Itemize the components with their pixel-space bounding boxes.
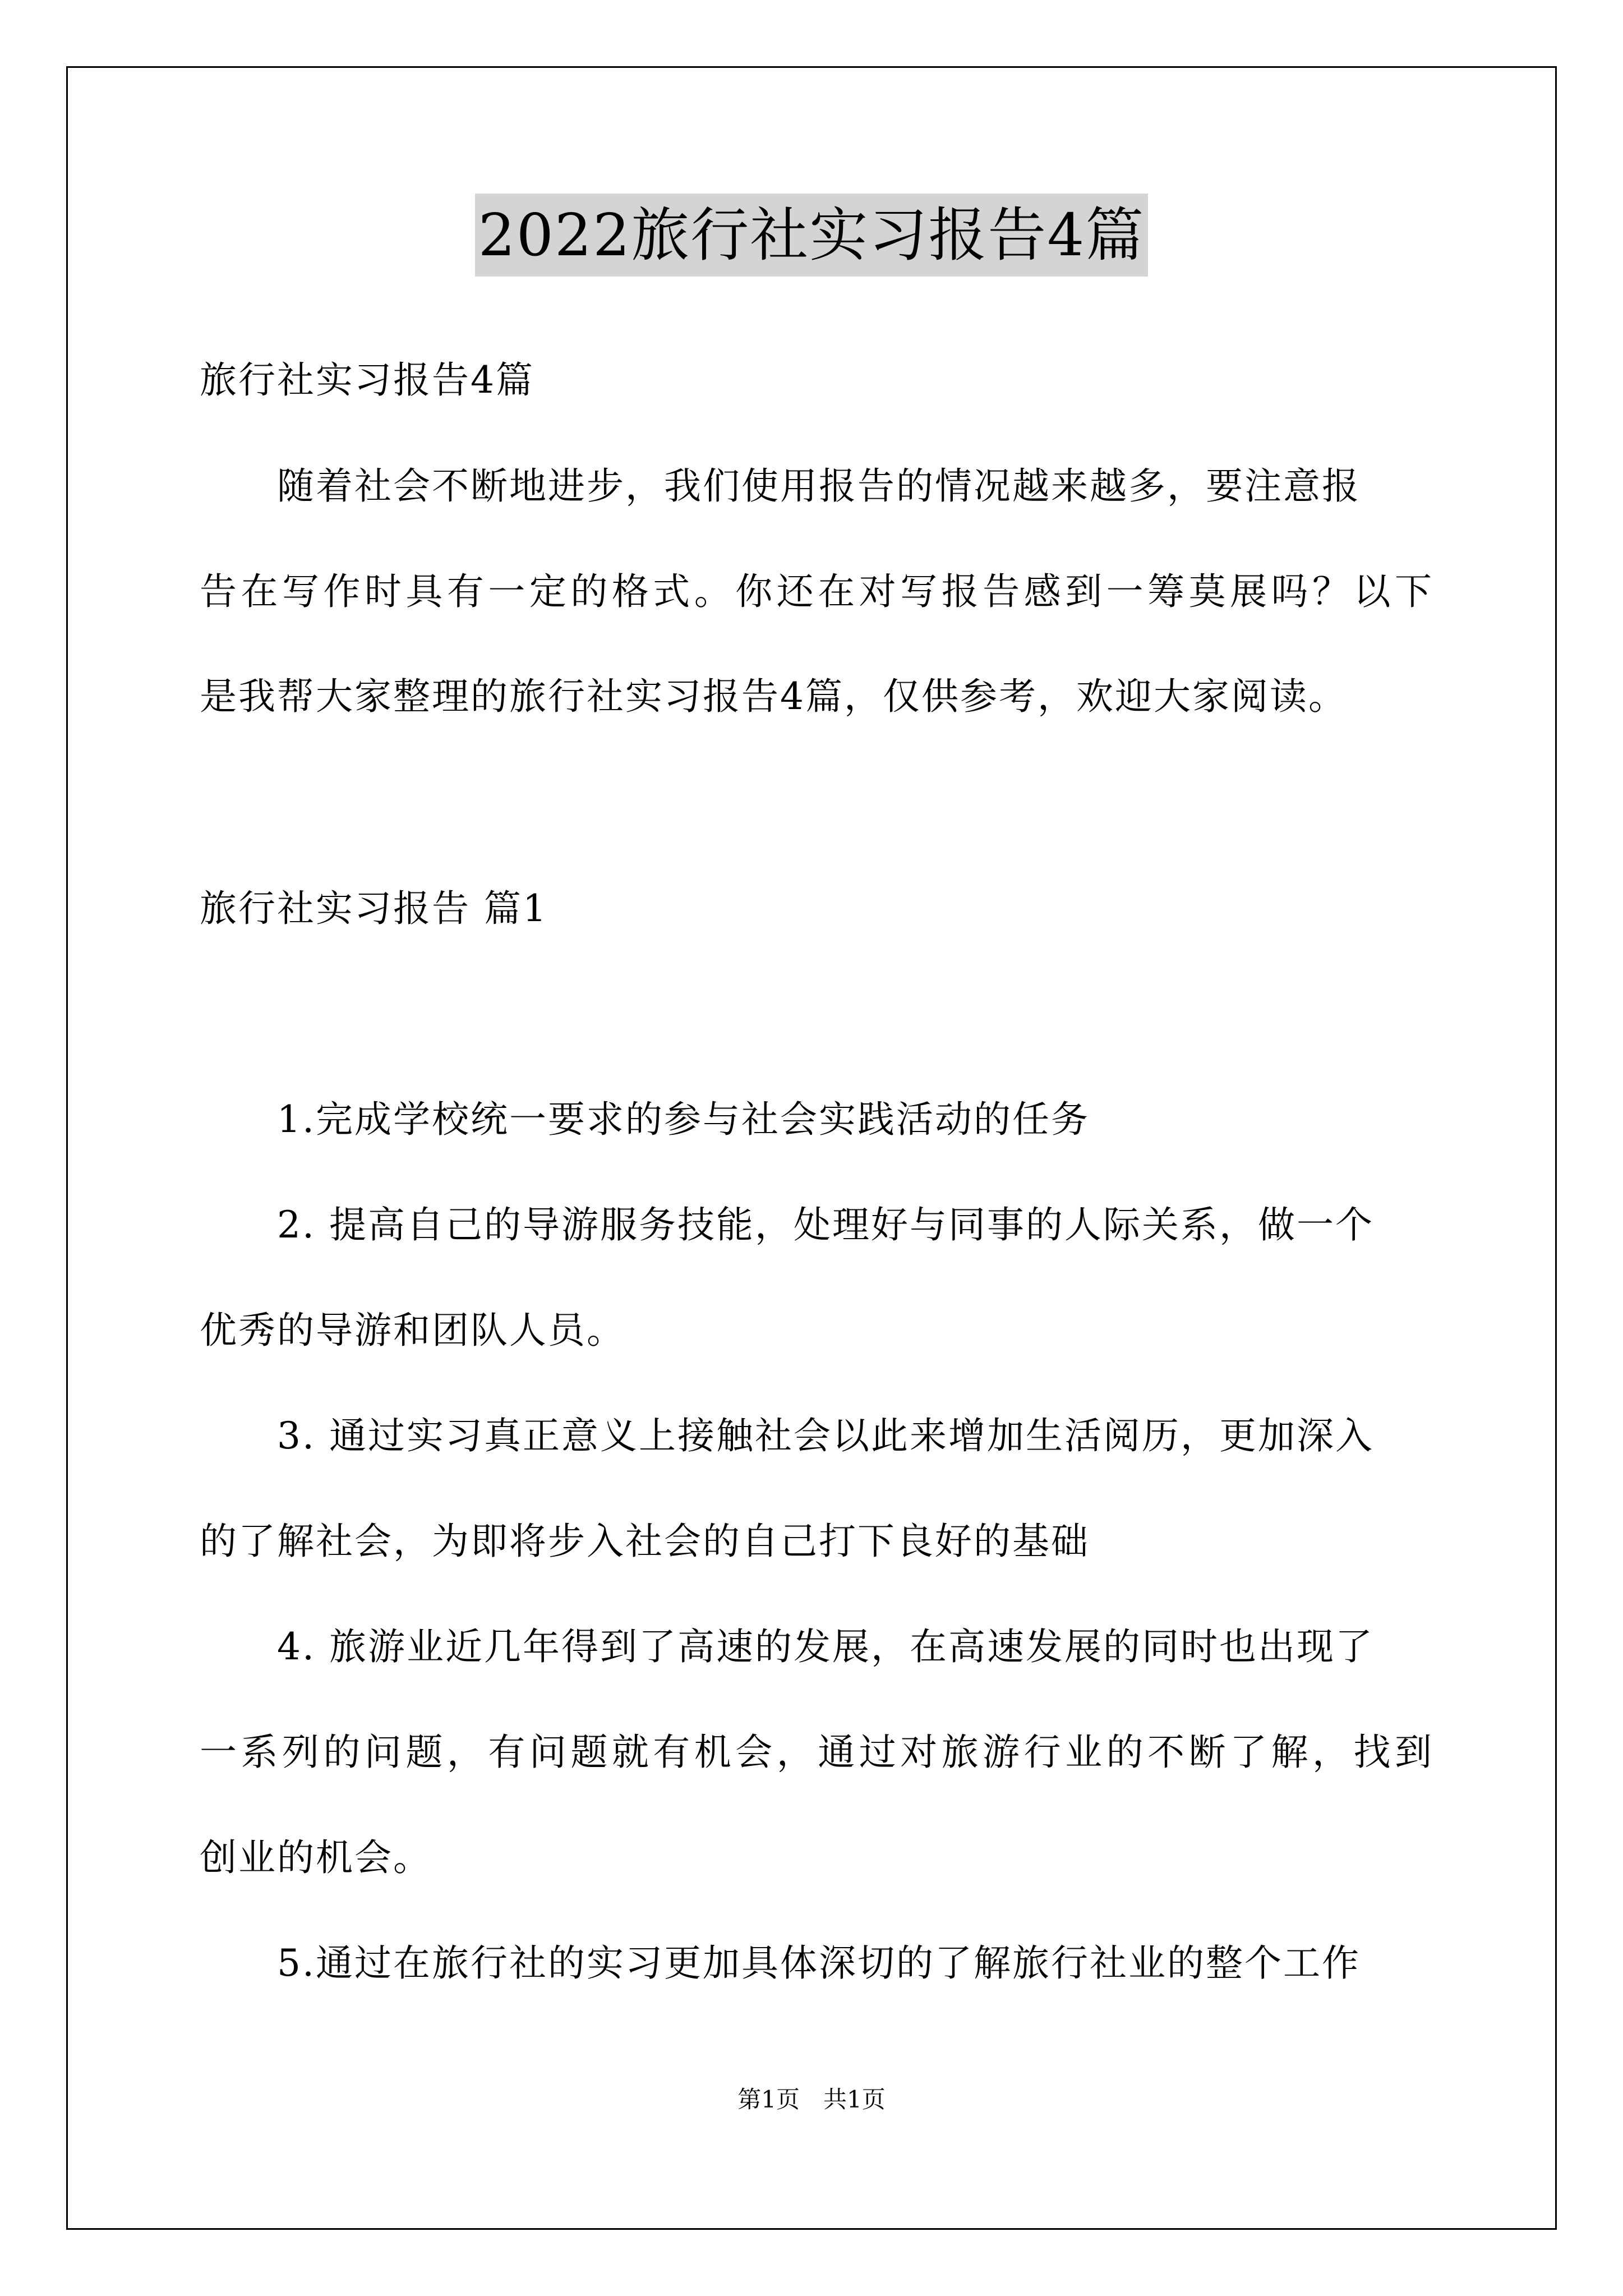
intro-line-2: 告在写作时具有一定的格式。你还在对写报告感到一筹莫展吗？以下 xyxy=(200,570,1433,613)
document-title: 2022旅行社实习报告4篇 xyxy=(475,194,1149,277)
body-line-9: 5.通过在旅行社的实习更加具体深切的了解旅行社业的整个工作 xyxy=(277,1941,1361,1985)
title-container xyxy=(0,194,1623,277)
body-line-2: 2. 提高自己的导游服务技能，处理好与同事的人际关系，做一个 xyxy=(277,1203,1374,1246)
body-line-3: 优秀的导游和团队人员。 xyxy=(200,1309,625,1352)
body-line-1: 1.完成学校统一要求的参与社会实践活动的任务 xyxy=(277,1098,1090,1141)
body-line-6: 4. 旅游业近几年得到了高速的发展，在高速发展的同时也出现了 xyxy=(277,1625,1374,1668)
section-heading: 旅行社实习报告 篇1 xyxy=(200,887,548,930)
document-subtitle: 旅行社实习报告4篇 xyxy=(200,358,534,402)
intro-line-1: 随着社会不断地进步，我们使用报告的情况越来越多，要注意报 xyxy=(277,464,1361,508)
intro-line-3: 是我帮大家整理的旅行社实习报告4篇，仅供参考，欢迎大家阅读。 xyxy=(200,675,1347,718)
body-line-5: 的了解社会，为即将步入社会的自己打下良好的基础 xyxy=(200,1520,1090,1563)
body-line-7: 一系列的问题，有问题就有机会，通过对旅游行业的不断了解，找到 xyxy=(200,1731,1433,1774)
page-footer: 第1页 共1页 xyxy=(737,2086,886,2113)
body-line-4: 3. 通过实习真正意义上接触社会以此来增加生活阅历，更加深入 xyxy=(277,1414,1374,1457)
body-line-8: 创业的机会。 xyxy=(200,1836,432,1879)
